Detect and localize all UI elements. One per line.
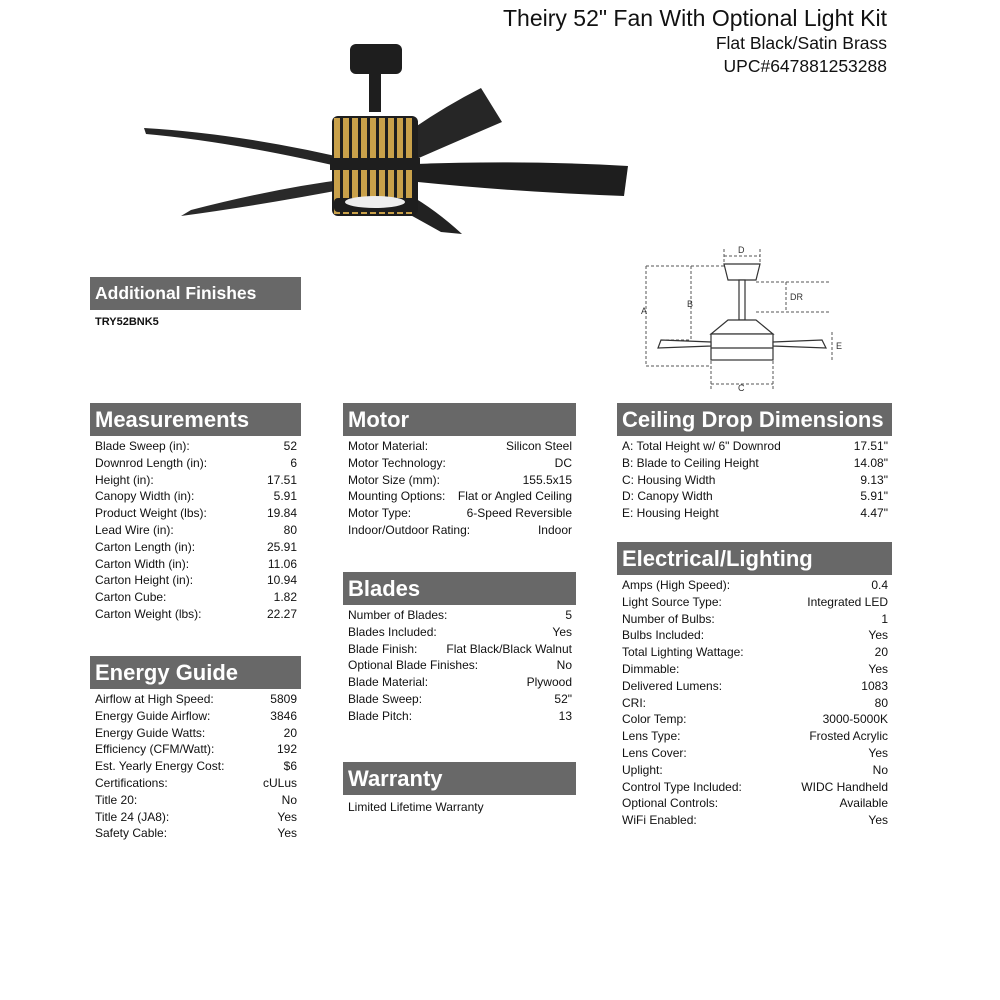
electrical-row	[617, 661, 892, 678]
spec-value: DC	[554, 455, 572, 470]
spec-value: 3846	[270, 708, 297, 723]
fan-light-kit	[334, 196, 416, 212]
spec-label: Motor Material:	[348, 439, 429, 453]
spec-value: Plywood	[526, 675, 572, 690]
spec-label: Motor Type:	[348, 506, 412, 521]
energy-guide-row	[90, 809, 301, 826]
spec-label: Title 24 (JA8):	[95, 809, 170, 824]
ceiling-drop-row	[617, 438, 892, 455]
spec-value: Indoor	[537, 522, 572, 537]
spec-label: Optional Controls:	[622, 796, 719, 811]
spec-value: 14.08"	[853, 455, 888, 470]
ceiling-drop-row	[617, 488, 892, 505]
spec-label: Height (in):	[95, 472, 154, 487]
spec-label: Blade Pitch:	[348, 708, 413, 723]
spec-label: Product Weight (lbs):	[95, 506, 207, 521]
spec-label: Dimmable:	[622, 661, 680, 676]
spec-value: 5809	[270, 692, 297, 706]
spec-label: Energy Guide Airflow:	[95, 708, 211, 723]
spec-label: Carton Cube:	[95, 590, 167, 605]
ceiling-drop-row	[617, 472, 892, 489]
measurements-row	[90, 539, 301, 556]
diagram-label-dr: DR	[790, 292, 803, 302]
blades-row	[343, 691, 576, 708]
spec-label: Mounting Options:	[348, 489, 446, 504]
spec-value: Yes	[868, 813, 888, 828]
electrical-rows	[617, 577, 892, 829]
spec-label: Efficiency (CFM/Watt):	[95, 742, 215, 757]
spec-label: CRI:	[622, 695, 646, 710]
energy-guide-row	[90, 758, 301, 775]
spec-value: WIDC Handheld	[801, 779, 888, 794]
spec-label: Bulbs Included:	[622, 628, 705, 643]
motor-rows	[343, 438, 576, 539]
energy-guide-header: Energy Guide	[90, 656, 301, 689]
electrical-header: Electrical/Lighting	[617, 542, 892, 575]
spec-value: Yes	[277, 809, 297, 824]
spec-value: 19.84	[266, 506, 297, 521]
diagram-label-e: E	[836, 341, 843, 351]
energy-guide-row	[90, 825, 301, 842]
spec-value: 1.82	[273, 590, 297, 605]
blades-row	[343, 607, 576, 624]
spec-value: 20	[283, 725, 297, 740]
spec-value: 192	[276, 742, 297, 757]
spec-label: Blade Sweep (in):	[95, 439, 190, 453]
electrical-row	[617, 779, 892, 796]
spec-label: Safety Cable:	[95, 826, 168, 841]
spec-value: cULus	[262, 775, 297, 790]
spec-value: 22.27	[266, 606, 297, 621]
additional-finishes-header: Additional Finishes	[90, 277, 301, 310]
spec-value: No	[281, 792, 297, 807]
spec-value: 9.13"	[860, 472, 888, 487]
motor-row	[343, 472, 576, 489]
spec-label: Blade Finish:	[348, 641, 418, 656]
blades-header: Blades	[343, 572, 576, 605]
spec-value: 20	[874, 645, 888, 660]
electrical-row	[617, 594, 892, 611]
spec-value: 6	[290, 455, 297, 470]
spec-label: Energy Guide Watts:	[95, 725, 206, 740]
spec-value: 52"	[554, 691, 572, 706]
ceiling-drop-row	[617, 505, 892, 522]
spec-value: 52	[283, 439, 297, 453]
spec-label: Delivered Lumens:	[622, 678, 723, 693]
spec-value: Yes	[552, 624, 572, 639]
blades-row	[343, 657, 576, 674]
spec-label: E: Housing Height	[622, 506, 719, 521]
spec-label: A: Total Height w/ 6" Downrod	[622, 439, 781, 453]
energy-guide-row	[90, 741, 301, 758]
energy-guide-row	[90, 792, 301, 809]
measurements-row	[90, 556, 301, 573]
spec-value: 17.51	[266, 472, 297, 487]
spec-label: Carton Height (in):	[95, 573, 194, 588]
spec-label: Airflow at High Speed:	[95, 692, 214, 706]
spec-label: Downrod Length (in):	[95, 455, 208, 470]
spec-value: Integrated LED	[807, 594, 888, 609]
spec-label: Blade Sweep:	[348, 691, 423, 706]
measurements-row	[90, 606, 301, 623]
spec-value: Yes	[868, 745, 888, 760]
spec-value: 11.06	[267, 556, 297, 571]
electrical-row	[617, 695, 892, 712]
spec-label: C: Housing Width	[622, 472, 716, 487]
product-upc: UPC#647881253288	[723, 56, 887, 76]
spec-value: Silicon Steel	[505, 439, 572, 453]
spec-label: Certifications:	[95, 775, 168, 790]
energy-guide-row	[90, 708, 301, 725]
spec-value: 10.94	[266, 573, 297, 588]
electrical-row	[617, 678, 892, 695]
measurements-row	[90, 438, 301, 455]
measurements-row	[90, 455, 301, 472]
blades-row	[343, 641, 576, 658]
electrical-row	[617, 577, 892, 594]
spec-label: Lead Wire (in):	[95, 522, 174, 537]
spec-label: Lens Cover:	[622, 745, 687, 760]
spec-label: Blades Included:	[348, 624, 437, 639]
spec-label: Control Type Included:	[622, 779, 742, 794]
spec-label: Number of Bulbs:	[622, 611, 715, 626]
product-title: Theiry 52" Fan With Optional Light Kit	[502, 5, 887, 31]
spec-value: No	[556, 658, 572, 673]
measurements-row	[90, 572, 301, 589]
spec-value: 155.5x15	[522, 472, 572, 487]
spec-label: Optional Blade Finishes:	[348, 658, 479, 673]
diagram-label-d: D	[738, 245, 745, 255]
spec-value: Yes	[277, 826, 297, 841]
spec-value: No	[872, 762, 888, 777]
spec-label: Canopy Width (in):	[95, 489, 195, 504]
measurements-row	[90, 522, 301, 539]
spec-value: 4.47"	[860, 506, 888, 521]
spec-value: 6-Speed Reversible	[466, 506, 572, 521]
spec-label: Number of Blades:	[348, 608, 448, 622]
diagram-fan-outline	[658, 264, 826, 360]
spec-value: 3000-5000K	[822, 712, 888, 727]
fan-blade-left-lower	[181, 179, 351, 216]
electrical-row	[617, 627, 892, 644]
blades-row	[343, 708, 576, 725]
blades-row	[343, 624, 576, 641]
diagram-label-a: A	[641, 306, 648, 316]
spec-value: 80	[283, 522, 297, 537]
electrical-row	[617, 762, 892, 779]
spec-value: 1083	[861, 678, 888, 693]
spec-value: 0.4	[871, 578, 888, 592]
spec-label: Motor Size (mm):	[348, 472, 441, 487]
spec-label: Amps (High Speed):	[622, 578, 731, 592]
spec-label: Carton Width (in):	[95, 556, 190, 571]
fan-blade-left-upper	[144, 128, 361, 171]
blades-section	[343, 572, 576, 725]
electrical-row	[617, 711, 892, 728]
measurements-row	[90, 505, 301, 522]
spec-value: Available	[839, 796, 888, 811]
measurements-row	[90, 488, 301, 505]
electrical-row	[617, 611, 892, 628]
motor-header: Motor	[343, 403, 576, 436]
spec-label: Indoor/Outdoor Rating:	[348, 522, 471, 537]
spec-value: 5.91	[273, 489, 297, 504]
blades-rows	[343, 607, 576, 725]
motor-section	[343, 403, 576, 539]
fan-canopy	[350, 44, 402, 112]
electrical-row	[617, 745, 892, 762]
spec-value: 5	[565, 608, 572, 622]
fan-blade-right	[416, 162, 628, 196]
electrical-row	[617, 812, 892, 829]
warranty-header: Warranty	[343, 762, 576, 795]
measurements-rows	[90, 438, 301, 623]
spec-value: 5.91"	[860, 489, 888, 504]
spec-value: 25.91	[266, 539, 297, 554]
energy-guide-row	[90, 691, 301, 708]
blades-row	[343, 674, 576, 691]
energy-guide-rows	[90, 691, 301, 842]
energy-guide-section	[90, 656, 301, 842]
spec-value: 17.51"	[853, 439, 888, 453]
spec-label: Title 20:	[95, 792, 138, 807]
motor-row	[343, 488, 576, 505]
spec-value: Flat or Angled Ceiling	[457, 489, 572, 504]
product-finish: Flat Black/Satin Brass	[715, 33, 887, 53]
warranty-text: Limited Lifetime Warranty	[348, 800, 484, 814]
measurements-row	[90, 589, 301, 606]
measurements-section	[90, 403, 301, 623]
motor-row	[343, 455, 576, 472]
spec-label: Carton Weight (lbs):	[95, 606, 202, 621]
spec-label: D: Canopy Width	[622, 489, 713, 504]
additional-finish-item: TRY52BNK5	[95, 316, 159, 328]
spec-value: Frosted Acrylic	[809, 729, 888, 744]
spec-label: B: Blade to Ceiling Height	[622, 455, 759, 470]
diagram-label-c: C	[738, 383, 745, 393]
spec-value: Flat Black/Black Walnut	[446, 641, 572, 656]
ceiling-drop-header: Ceiling Drop Dimensions	[617, 403, 892, 436]
motor-row	[343, 522, 576, 539]
spec-label: Blade Material:	[348, 675, 429, 690]
spec-label: Light Source Type:	[622, 594, 722, 609]
fan-product-image	[136, 38, 636, 248]
spec-value: 1	[881, 611, 888, 626]
spec-label: Color Temp:	[622, 712, 687, 727]
energy-guide-row	[90, 725, 301, 742]
spec-label: Est. Yearly Energy Cost:	[95, 759, 225, 774]
spec-label: WiFi Enabled:	[622, 813, 697, 828]
motor-row	[343, 438, 576, 455]
ceiling-drop-diagram	[636, 244, 846, 396]
measurements-row	[90, 472, 301, 489]
spec-value: $6	[283, 759, 297, 774]
motor-row	[343, 505, 576, 522]
spec-value: Yes	[868, 628, 888, 643]
electrical-section	[617, 542, 892, 829]
electrical-row	[617, 728, 892, 745]
spec-label: Motor Technology:	[348, 455, 446, 470]
spec-value: Yes	[868, 661, 888, 676]
spec-value: 13	[558, 708, 572, 723]
electrical-row	[617, 795, 892, 812]
warranty-section	[343, 762, 576, 815]
ceiling-drop-section	[617, 403, 892, 522]
electrical-row	[617, 644, 892, 661]
spec-label: Total Lighting Wattage:	[622, 645, 744, 660]
spec-label: Uplight:	[622, 762, 663, 777]
spec-label: Lens Type:	[622, 729, 681, 744]
spec-label: Carton Length (in):	[95, 539, 196, 554]
additional-finishes-section	[90, 277, 301, 330]
ceiling-drop-row	[617, 455, 892, 472]
energy-guide-row	[90, 775, 301, 792]
spec-value: 80	[874, 695, 888, 710]
ceiling-drop-rows	[617, 438, 892, 522]
diagram-label-b: B	[687, 299, 694, 309]
measurements-header: Measurements	[90, 403, 301, 436]
